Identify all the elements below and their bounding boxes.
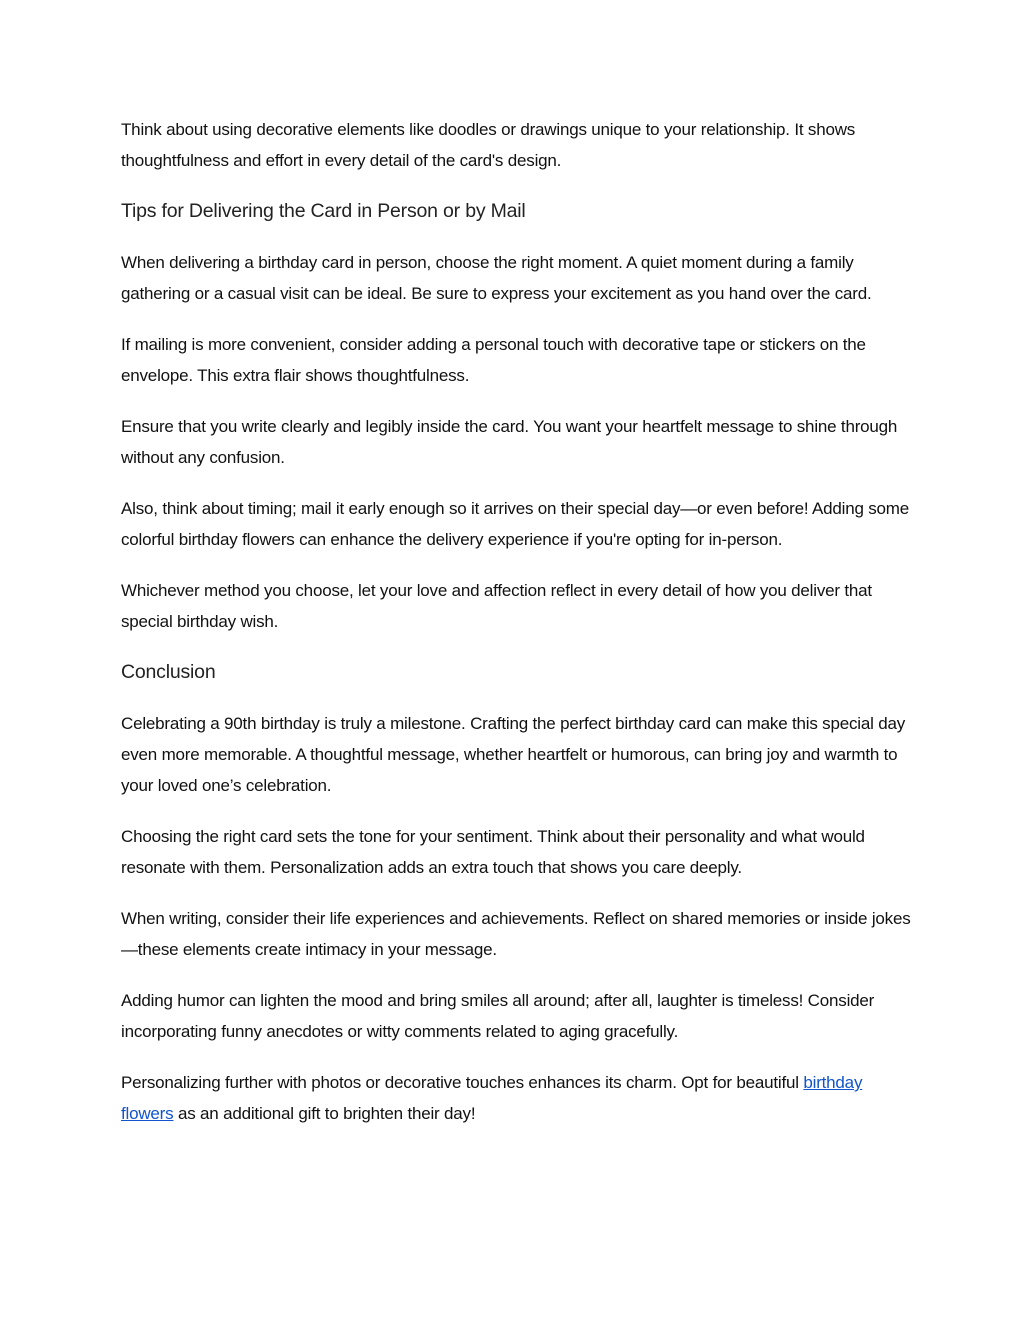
conclusion-paragraph: When writing, consider their life experiences and achievements. Reflect on shared memories or inside jokes—these elements create intimacy in your message. — [121, 909, 911, 959]
intro-paragraph: Think about using decorative elements like doodles or drawings unique to your relationship. It shows thoughtfulness and effort in every detail of the card's design. — [121, 120, 856, 170]
conclusion-paragraph: Adding humor can lighten the mood and bring smiles all around; after all, laughter is timeless! Consider incorporating funny anecdotes or witty comments related to aging gracefully. — [121, 991, 875, 1041]
birthday-flowers-link[interactable]: birthday flowers — [121, 1073, 863, 1123]
document-page — [121, 114, 911, 1149]
tips-paragraph: Also, think about timing; mail it early enough so it arrives on their special day—or even before! Adding some colorful birthday flowers can enhance the delivery experience if you're opting for in-person. — [121, 499, 910, 549]
tips-paragraph: If mailing is more convenient, consider adding a personal touch with decorative tape or stickers on the envelope. This extra flair shows thoughtfulness. — [121, 335, 866, 385]
conclusion-paragraph: Celebrating a 90th birthday is truly a milestone. Crafting the perfect birthday card can make this special day even more memorable. A thoughtful message, whether heartfelt or humorous, can bring joy and warmth to your loved one’s celebration. — [121, 714, 906, 795]
conclusion-heading: Conclusion — [121, 661, 216, 683]
final-paragraph — [121, 1067, 911, 1129]
tips-paragraph: When delivering a birthday card in person, choose the right moment. A quiet moment during a family gathering or a casual visit can be ideal. Be sure to express your excitement as you hand over the card. — [121, 253, 872, 303]
tips-paragraph: Ensure that you write clearly and legibly inside the card. You want your heartfelt message to shine through without any confusion. — [121, 417, 898, 467]
final-paragraph-text-before: Personalizing further with photos or decorative touches enhances its charm. Opt for beautiful — [121, 1073, 804, 1092]
conclusion-paragraph: Choosing the right card sets the tone for your sentiment. Think about their personality and what would resonate with them. Personalization adds an extra touch that shows you care deeply. — [121, 827, 865, 877]
tips-heading: Tips for Delivering the Card in Person or by Mail — [121, 200, 526, 222]
tips-paragraph: Whichever method you choose, let your love and affection reflect in every detail of how you deliver that special birthday wish. — [121, 581, 872, 631]
final-paragraph-text-after: as an additional gift to brighten their day! — [173, 1104, 476, 1123]
